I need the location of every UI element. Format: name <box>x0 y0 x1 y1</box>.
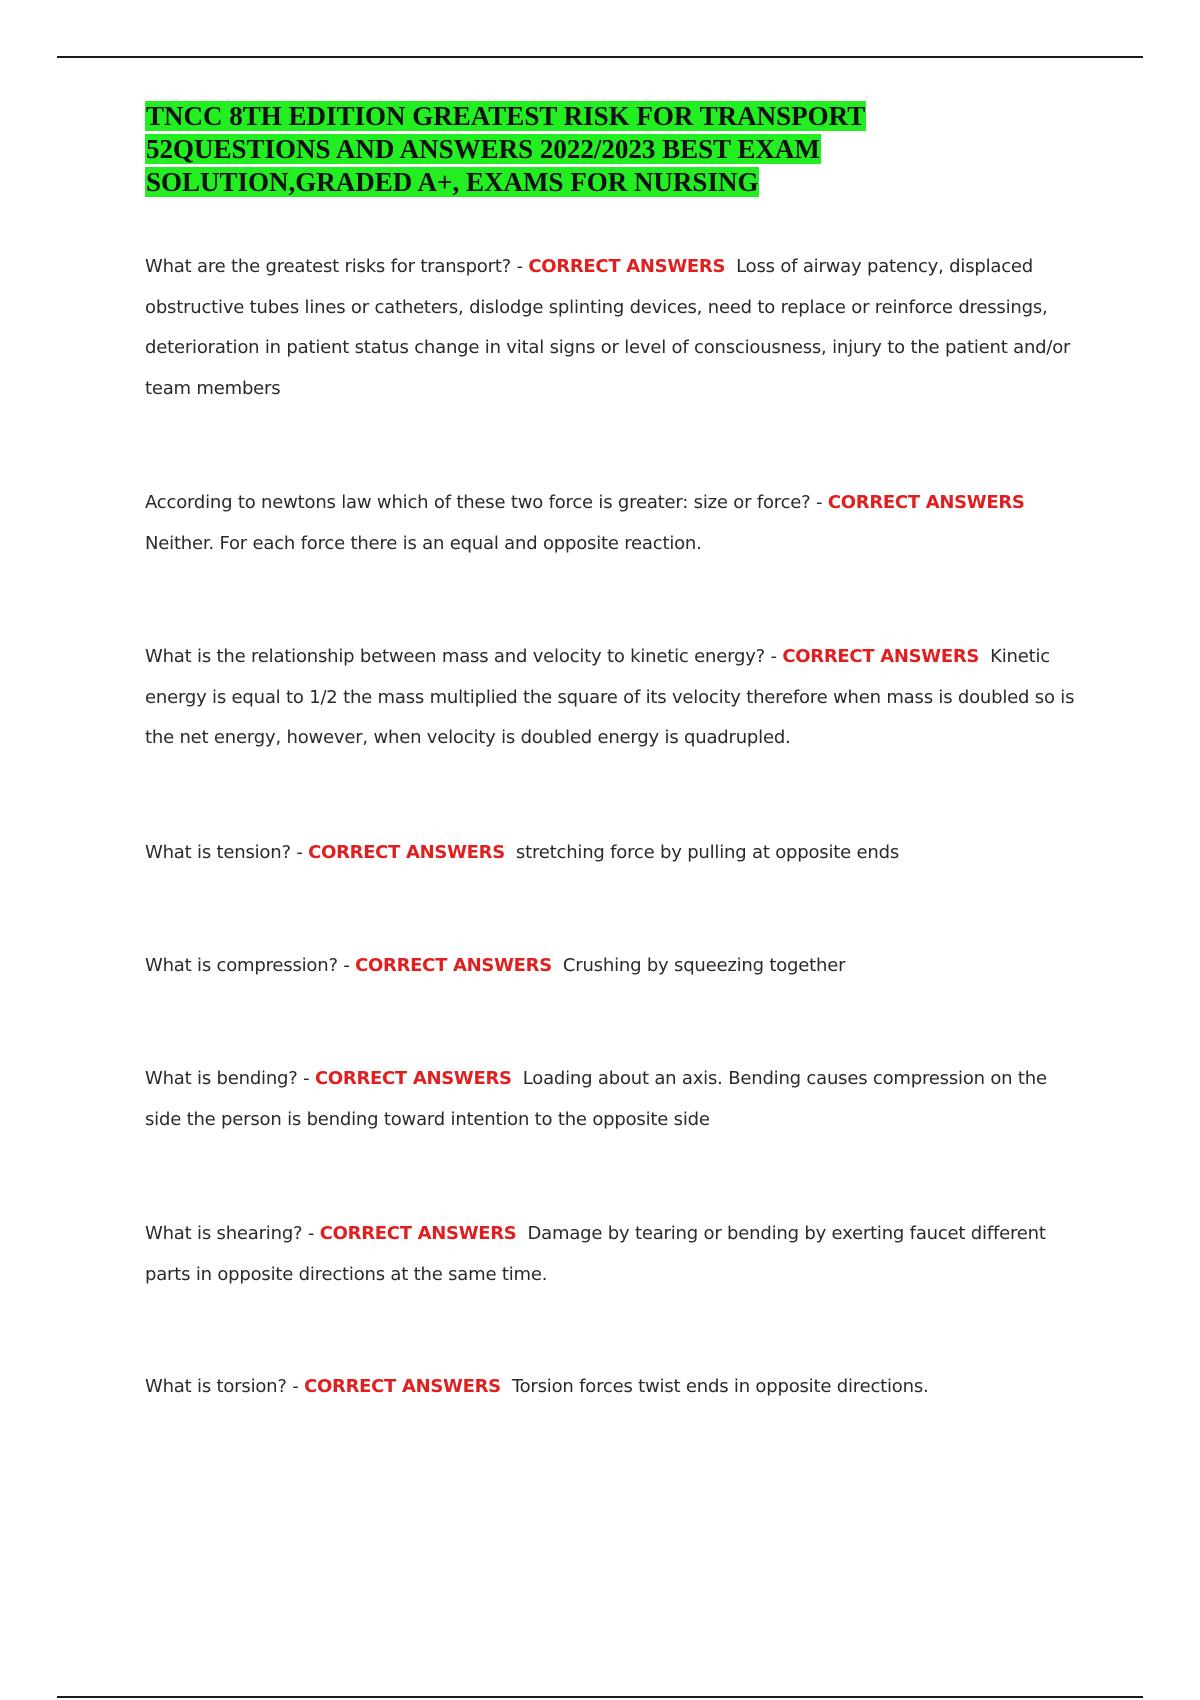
title-line-1: TNCC 8TH EDITION GREATEST RISK FOR TRANSPORT <box>146 101 866 131</box>
qa-item <box>145 483 1085 564</box>
question-text: What is bending? <box>145 1068 298 1089</box>
title-line-2: 52QUESTIONS AND ANSWERS 2022/2023 BEST EXAM <box>146 134 820 164</box>
answer-label: CORRECT ANSWERS <box>827 492 1025 513</box>
separator: - <box>810 492 828 513</box>
answer-text: Torsion forces twist ends in opposite directions. <box>511 1376 929 1397</box>
answer-text: Neither. For each force there is an equal and opposite reaction. <box>145 532 702 554</box>
answer-text: Crushing by squeezing together <box>562 955 846 976</box>
separator: - <box>337 955 356 976</box>
qa-item <box>145 1059 1085 1140</box>
separator: - <box>765 646 783 667</box>
qa-item <box>145 1367 929 1408</box>
title-line-3: SOLUTION,GRADED A+, EXAMS FOR NURSING <box>146 167 759 197</box>
question-text: What is shearing? <box>145 1223 303 1244</box>
separator: - <box>302 1223 320 1244</box>
document-body <box>145 100 1085 1397</box>
question-text: What is tension? <box>145 842 291 863</box>
qa-item <box>145 247 1085 409</box>
qa-item <box>145 946 845 987</box>
separator: - <box>290 842 309 863</box>
answer-text: Loss of airway patency, displaced obstructive tubes lines or catheters, dislodge splinting devices, need to replace or reinforce dressings, deterioration in patient status change in vital signs or level of consciousness, injury to the patient and/or team members <box>145 256 1071 399</box>
separator: - <box>286 1376 305 1397</box>
answer-label: CORRECT ANSWERS <box>308 842 505 863</box>
answer-label: CORRECT ANSWERS <box>304 1376 501 1397</box>
qa-item <box>145 833 899 874</box>
qa-item <box>145 1214 1085 1295</box>
answer-text: Damage by tearing or bending by exerting faucet different parts in opposite directions at the same time. <box>145 1223 1046 1285</box>
question-text: According to newtons law which of these two force is greater: size or force? <box>145 492 811 513</box>
answer-label: CORRECT ANSWERS <box>319 1223 517 1244</box>
answer-label: CORRECT ANSWERS <box>782 646 980 667</box>
answer-label: CORRECT ANSWERS <box>314 1068 512 1089</box>
document-title <box>145 100 925 199</box>
answer-label: CORRECT ANSWERS <box>355 955 552 976</box>
top-rule <box>57 56 1143 58</box>
question-text: What is torsion? <box>145 1376 287 1397</box>
answer-text: Loading about an axis. Bending causes compression on the side the person is bending toward intention to the opposite side <box>145 1068 1047 1130</box>
separator: - <box>511 256 529 277</box>
question-text: What is the relationship between mass and velocity to kinetic energy? <box>145 646 766 667</box>
bottom-rule <box>57 1696 1143 1698</box>
answer-text: stretching force by pulling at opposite ends <box>515 842 899 863</box>
question-text: What are the greatest risks for transport? <box>145 256 512 277</box>
question-text: What is compression? <box>145 955 338 976</box>
separator: - <box>297 1068 315 1089</box>
qa-item <box>145 637 1085 759</box>
answer-label: CORRECT ANSWERS <box>528 256 726 277</box>
answer-text: Kinetic energy is equal to 1/2 the mass multiplied the square of its velocity therefore when mass is doubled so is the net energy, however, when velocity is doubled energy is quadrupled. <box>145 646 1075 748</box>
